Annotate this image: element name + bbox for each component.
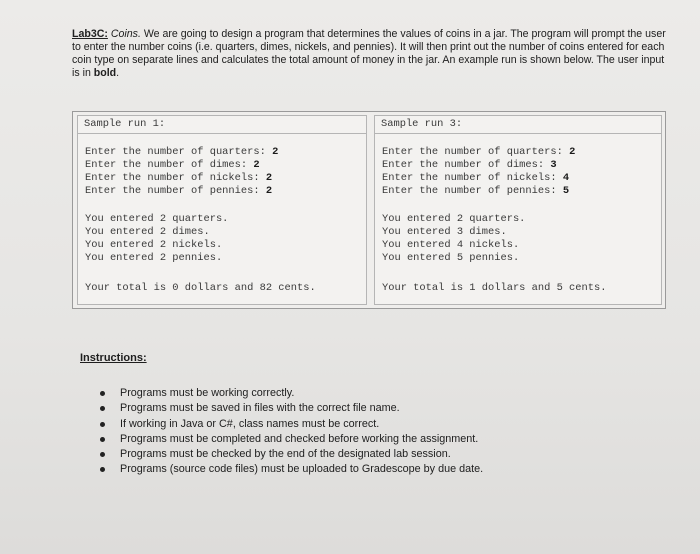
prompt-text: Enter the number of dimes: xyxy=(382,159,551,171)
bullet-icon xyxy=(100,391,105,396)
bullet-icon xyxy=(100,437,105,442)
list-item xyxy=(100,462,483,477)
description-text: We are going to design a program that determines the values of coins in a jar. The program will prompt the user to enter the number coins (i.e. quarters, dimes, nickels, and pennies). It will then print out the number of coins entered for each coin type on separate lines and calculates the total amount of money in the jar. An example run is shown below. The user input is in xyxy=(72,28,666,79)
user-input: 2 xyxy=(265,185,273,197)
sample-run-3-panel xyxy=(374,115,662,305)
bold-word: bold xyxy=(93,67,117,79)
output-line: You entered 4 nickels. xyxy=(382,239,520,251)
sample-run-3-prompts xyxy=(382,146,657,198)
prompt-text: Enter the number of pennies: xyxy=(382,185,563,197)
prompt-text: Enter the number of nickels: xyxy=(85,172,266,184)
bullet-icon xyxy=(100,406,105,411)
prompt-line xyxy=(85,146,362,159)
list-item xyxy=(100,417,483,432)
sample-run-1-prompts xyxy=(85,146,362,198)
prompt-text: Enter the number of quarters: xyxy=(382,146,570,158)
output-line: You entered 2 quarters. xyxy=(85,213,229,225)
output-line: You entered 2 nickels. xyxy=(85,239,223,251)
list-item xyxy=(100,386,483,401)
description-end: . xyxy=(116,67,120,79)
bullet-icon xyxy=(100,422,105,427)
sample-run-1-panel xyxy=(77,115,367,305)
user-input: 3 xyxy=(550,159,557,171)
user-input: 2 xyxy=(569,146,576,158)
instruction-text: Programs must be saved in files with the correct file name. xyxy=(120,402,400,415)
prompt-text: Enter the number of pennies: xyxy=(85,185,266,197)
prompt-text: Enter the number of quarters: xyxy=(85,146,273,158)
instructions-list xyxy=(100,386,483,478)
user-input: 2 xyxy=(253,159,260,171)
bullet-icon xyxy=(100,467,105,472)
user-input: 2 xyxy=(265,172,273,184)
sample-run-3-outputs xyxy=(382,213,657,265)
instruction-text: Programs (source code files) must be uploaded to Gradescope by due date. xyxy=(120,463,484,476)
prompt-text: Enter the number of dimes: xyxy=(85,159,254,171)
list-item xyxy=(100,401,483,416)
output-line: You entered 2 dimes. xyxy=(85,226,210,238)
instructions-heading: Instructions: xyxy=(80,352,147,364)
sample-run-1-outputs xyxy=(85,213,362,265)
list-item xyxy=(100,447,483,462)
sample-run-1-total xyxy=(85,282,362,295)
sample-run-1-title: Sample run 1: xyxy=(78,116,366,134)
user-input: 2 xyxy=(272,146,279,158)
prompt-line xyxy=(85,159,362,172)
prompt-line xyxy=(382,146,657,159)
output-line: You entered 3 dimes. xyxy=(382,226,507,238)
user-input: 4 xyxy=(562,172,570,184)
sample-runs-table xyxy=(72,111,666,309)
list-item xyxy=(100,432,483,447)
total-line: Your total is 0 dollars and 82 cents. xyxy=(85,282,316,294)
prompt-line xyxy=(382,185,657,198)
prompt-text: Enter the number of nickels: xyxy=(382,172,563,184)
assignment-description xyxy=(72,28,667,80)
lab-title: Lab3C: xyxy=(72,28,108,40)
prompt-line xyxy=(382,172,657,185)
output-line: You entered 2 quarters. xyxy=(382,213,526,225)
prompt-line xyxy=(85,185,362,198)
instruction-text: Programs must be working correctly. xyxy=(120,387,295,399)
total-line: Your total is 1 dollars and 5 cents. xyxy=(382,282,607,294)
sample-run-3-total xyxy=(382,282,657,295)
instruction-text: Programs must be checked by the end of the designated lab session. xyxy=(120,448,451,461)
instruction-text: If working in Java or C#, class names must be correct. xyxy=(120,417,380,430)
output-line: You entered 2 pennies. xyxy=(85,252,223,264)
sample-run-3-title: Sample run 3: xyxy=(375,116,661,134)
bullet-icon xyxy=(100,452,105,457)
user-input: 5 xyxy=(562,185,570,197)
output-line: You entered 5 pennies. xyxy=(382,252,520,264)
instruction-text: Programs must be completed and checked before working the assignment. xyxy=(120,432,479,445)
lab-subtitle: Coins. xyxy=(110,28,141,40)
prompt-line xyxy=(382,159,657,172)
prompt-line xyxy=(85,172,362,185)
